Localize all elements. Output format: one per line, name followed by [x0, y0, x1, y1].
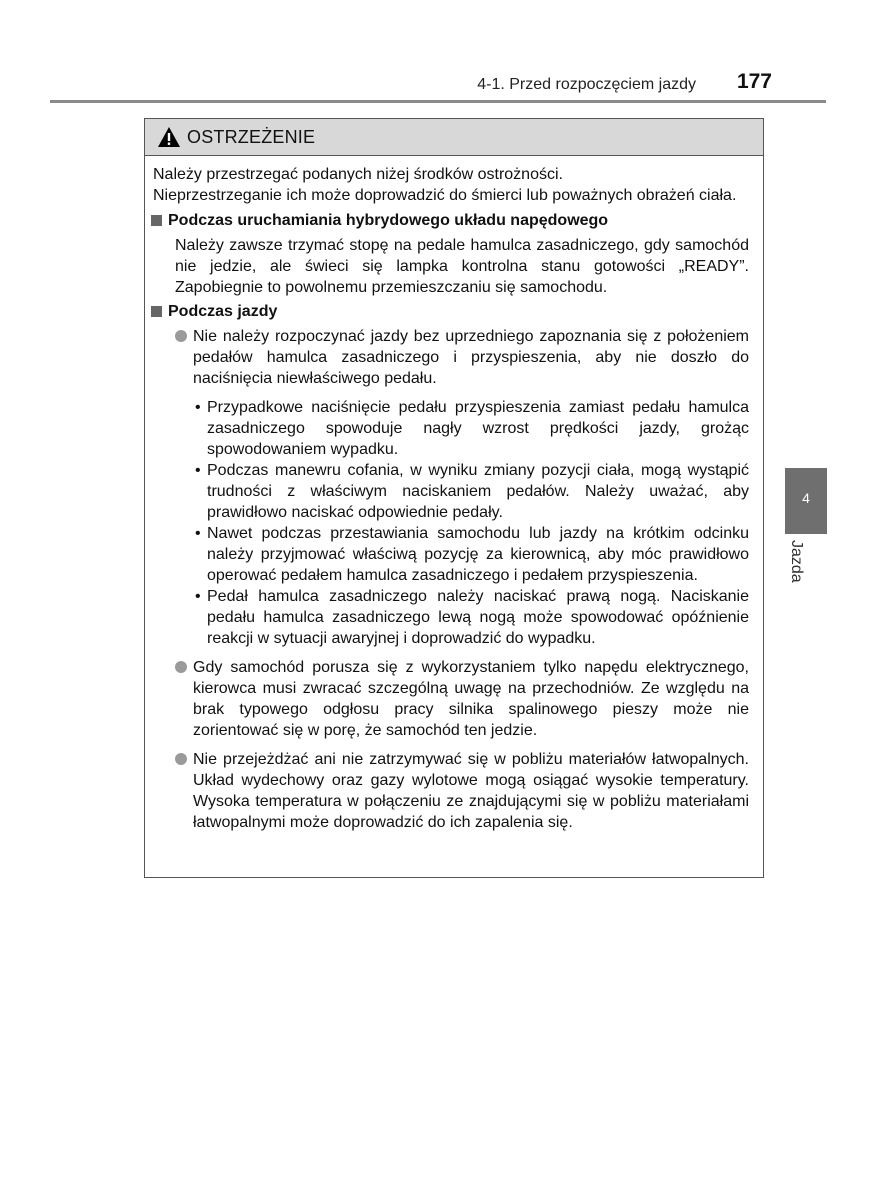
list-item-text: Nie przejeżdżać ani nie zatrzymywać się w pobliżu materiałów łatwopalnych. Układ wydechowy oraz gazy wylotowe mogą osiągać wysokie temperatury. Wysoka temperatura w połączeniu ze znajdującymi się w pobliżu materiałami łatwopalnymi może doprowadzić do ich zapalenia się.: [193, 751, 749, 831]
page-number: 177: [736, 70, 772, 93]
sub-list-item: [195, 586, 749, 649]
list-item: [175, 326, 749, 389]
section-title: 4-1. Przed rozpoczęciem jazdy: [477, 76, 696, 93]
warning-body: [145, 156, 763, 833]
section-heading: [151, 301, 749, 322]
list-item-text: Nie należy rozpoczynać jazdy bez uprzedniego zapoznania się z położeniem pedałów hamulca zasadniczego i przyspieszenia, aby nie doszło do naciśnięcia niewłaściwego pedału.: [193, 328, 749, 387]
chapter-tab: [785, 468, 827, 534]
section-paragraph: Należy zawsze trzymać stopę na pedale hamulca zasadniczego, gdy samochód nie jedzie, ale świeci się lampka kontrolna stanu gotowości „READY”. Zapobiegnie to powolnemu przemieszczaniu się samochodu.: [175, 237, 749, 296]
intro-line: Nieprzestrzeganie ich może doprowadzić do śmierci lub poważnych obrażeń ciała.: [153, 187, 737, 204]
page-header: [50, 64, 826, 103]
warning-title: OSTRZEŻENIE: [187, 126, 316, 147]
sub-list-item-text: Pedał hamulca zasadniczego należy naciskać prawą nogą. Naciskanie pedału hamulca zasadniczego lewą nogą może spowodować opóźnienie reakcji w sytuacji awaryjnej i doprowadzić do wypadku.: [207, 588, 749, 647]
sub-list-item: [195, 397, 749, 460]
dot-marker: •: [195, 525, 201, 542]
chapter-number: 4: [802, 490, 810, 506]
circle-bullet-icon: [175, 661, 187, 673]
square-bullet-icon: [151, 306, 162, 317]
sub-list: [153, 397, 749, 649]
warning-title-bar: [145, 119, 763, 156]
sub-list-item: [195, 523, 749, 586]
sub-list-item-text: Podczas manewru cofania, w wyniku zmiany pozycji ciała, mogą wystąpić trudności z właściwym naciskaniem pedałów. Należy uważać, aby prawidłowo naciskać odpowiednie pedały.: [207, 462, 749, 521]
list-item-text: Gdy samochód porusza się z wykorzystaniem tylko napędu elektrycznego, kierowca musi zwracać szczególną uwagę na przechodniów. Ze względu na brak typowego odgłosu pracy silnika spalinowego pieszy może nie zorientować się w porę, że samochód ten jedzie.: [193, 659, 749, 739]
dot-marker: •: [195, 588, 201, 605]
list-item: [175, 749, 749, 833]
intro-line: Należy przestrzegać podanych niżej środków ostrożności.: [153, 166, 563, 183]
section-heading-text: Podczas uruchamiania hybrydowego układu napędowego: [168, 212, 609, 229]
circle-bullet-icon: [175, 330, 187, 342]
warning-intro: [153, 164, 749, 206]
chapter-label: Jazda: [788, 540, 805, 583]
list-item: [175, 657, 749, 741]
sub-list-item: [195, 460, 749, 523]
section-heading-text: Podczas jazdy: [168, 303, 278, 320]
section-heading: [151, 210, 749, 231]
square-bullet-icon: [151, 215, 162, 226]
warning-triangle-icon: [157, 126, 181, 148]
dot-marker: •: [195, 399, 201, 416]
sub-list-item-text: Przypadkowe naciśnięcie pedału przyspieszenia zamiast pedału hamulca zasadniczego spowoduje nagły wzrost prędkości jazdy, grożąc spowodowaniem wypadku.: [207, 399, 749, 458]
circle-bullet-icon: [175, 753, 187, 765]
dot-marker: •: [195, 462, 201, 479]
sub-list-item-text: Nawet podczas przestawiania samochodu lub jazdy na krótkim odcinku należy przyjmować właściwą pozycję za kierownicą, aby móc prawidłowo operować pedałem hamulca zasadniczego i pedałem przyspieszenia.: [207, 525, 749, 584]
warning-box: [144, 118, 764, 878]
